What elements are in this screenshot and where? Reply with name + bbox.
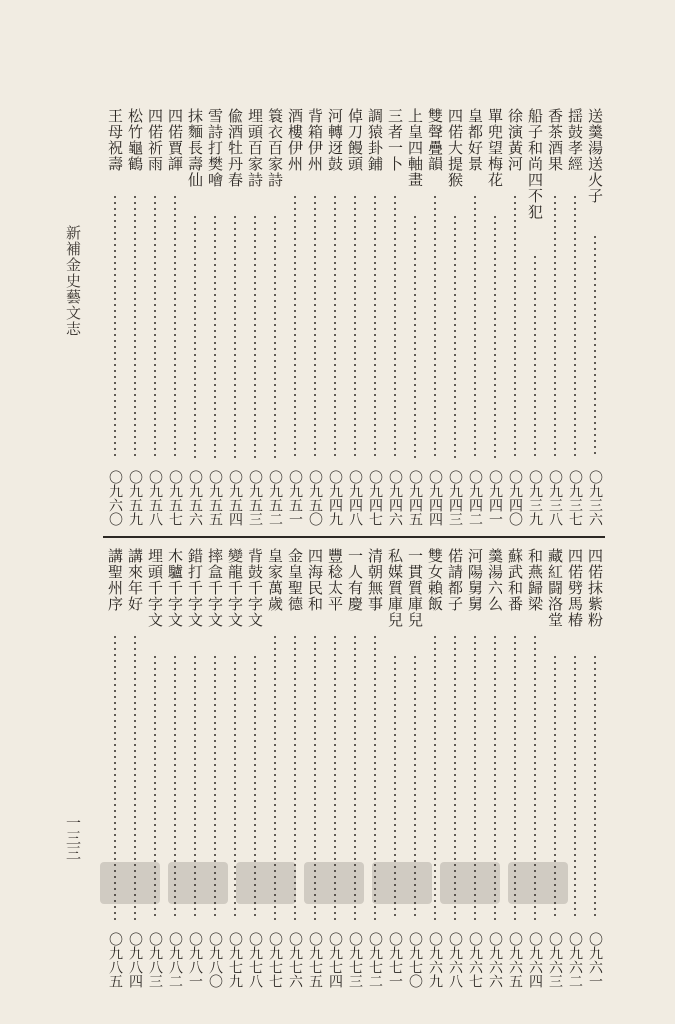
contents-entry xyxy=(245,108,265,526)
entry-page-number: 〇九四三 xyxy=(447,470,463,526)
entry-title: 清朝無事 xyxy=(366,548,384,612)
contents-entry xyxy=(245,548,265,988)
contents-entry xyxy=(265,548,285,988)
entry-page-number: 〇九八〇 xyxy=(207,932,223,988)
entry-page-number: 〇九四五 xyxy=(407,470,423,526)
dot-leader xyxy=(174,194,176,458)
contents-entry xyxy=(585,108,605,526)
entry-title: 埋頭百家詩 xyxy=(246,108,264,188)
entry-title: 一人有慶 xyxy=(346,548,364,612)
contents-entry xyxy=(545,108,565,526)
contents-entry xyxy=(465,108,485,526)
dot-leader xyxy=(374,194,376,458)
entry-page-number: 〇九三九 xyxy=(527,470,543,526)
contents-entry xyxy=(565,108,585,526)
entry-title: 蘇武和番 xyxy=(506,548,524,612)
entry-page-number: 〇九五六 xyxy=(187,470,203,526)
contents-entry xyxy=(525,108,545,526)
contents-entry xyxy=(145,108,165,526)
entry-page-number: 〇九八五 xyxy=(107,932,123,988)
entry-page-number: 〇九六六 xyxy=(487,932,503,988)
entry-page-number: 〇九三七 xyxy=(567,470,583,526)
entry-title: 私媒質庫兒 xyxy=(386,548,404,628)
entry-title: 雙聲疊韻 xyxy=(426,108,444,172)
contents-entry xyxy=(325,548,345,988)
contents-entry xyxy=(485,108,505,526)
contents-entry xyxy=(205,108,225,526)
contents-entry xyxy=(225,108,245,526)
contents-entry xyxy=(305,108,325,526)
entry-page-number: 〇九五三 xyxy=(247,470,263,526)
dot-leader xyxy=(114,194,116,458)
dot-leader xyxy=(314,194,316,458)
dot-leader xyxy=(454,214,456,458)
entry-page-number: 〇九四四 xyxy=(427,470,443,526)
entry-title: 羹湯六么 xyxy=(486,548,504,612)
contents-entry xyxy=(345,108,365,526)
contents-entry xyxy=(125,108,145,526)
entry-title: 變龍千字文 xyxy=(226,548,244,628)
dot-leader xyxy=(594,234,596,458)
contents-entry xyxy=(305,548,325,988)
entry-title: 四偌祈雨 xyxy=(146,108,164,172)
entry-title: 錯打千字文 xyxy=(186,548,204,628)
entry-title: 藏紅闘洛堂 xyxy=(546,548,564,628)
entry-page-number: 〇九五〇 xyxy=(307,470,323,526)
lower-contents-section xyxy=(105,548,605,988)
contents-entry xyxy=(505,548,525,988)
page-number: 一三三 xyxy=(64,815,82,860)
entry-title: 三者一卜 xyxy=(386,108,404,172)
entry-page-number: 〇九五二 xyxy=(267,470,283,526)
dot-leader xyxy=(194,214,196,458)
entry-title: 雪詩打樊噲 xyxy=(206,108,224,188)
dot-leader xyxy=(214,214,216,458)
contents-entry xyxy=(405,548,425,988)
contents-entry xyxy=(325,108,345,526)
entry-page-number: 〇九六三 xyxy=(547,932,563,988)
contents-entry xyxy=(445,548,465,988)
contents-entry xyxy=(485,548,505,988)
contents-entry xyxy=(125,548,145,988)
entry-page-number: 〇九八三 xyxy=(147,932,163,988)
entry-page-number: 〇九四八 xyxy=(347,470,363,526)
entry-page-number: 〇九五五 xyxy=(207,470,223,526)
contents-entry xyxy=(145,548,165,988)
entry-title: 倬刀饅頭 xyxy=(346,108,364,172)
entry-title: 徐演黃河 xyxy=(506,108,524,172)
entry-page-number: 〇九七四 xyxy=(327,932,343,988)
entry-page-number: 〇九七三 xyxy=(347,932,363,988)
entry-page-number: 〇九三六 xyxy=(587,470,603,526)
contents-entry xyxy=(425,548,445,988)
entry-title: 皇家萬歲 xyxy=(266,548,284,612)
entry-page-number: 〇九七九 xyxy=(227,932,243,988)
contents-entry xyxy=(505,108,525,526)
dot-leader xyxy=(294,194,296,458)
dot-leader xyxy=(254,214,256,458)
entry-page-number: 〇九七五 xyxy=(307,932,323,988)
dot-leader xyxy=(234,214,236,458)
upper-contents-section xyxy=(105,108,605,526)
entry-title: 送羹湯送火子 xyxy=(586,108,604,204)
contents-entry xyxy=(165,548,185,988)
entry-page-number: 〇九四〇 xyxy=(507,470,523,526)
contents-entry xyxy=(385,548,405,988)
entry-title: 調猿卦鋪 xyxy=(366,108,384,172)
entry-page-number: 〇九六四 xyxy=(527,932,543,988)
entry-page-number: 〇九六五 xyxy=(507,932,523,988)
entry-title: 一貫質庫兒 xyxy=(406,548,424,628)
entry-page-number: 〇九三八 xyxy=(547,470,563,526)
entry-page-number: 〇九七一 xyxy=(387,932,403,988)
contents-entry xyxy=(385,108,405,526)
entry-title: 背箱伊州 xyxy=(306,108,324,172)
dot-leader xyxy=(494,214,496,458)
contents-entry xyxy=(105,108,125,526)
entry-page-number: 〇九六八 xyxy=(447,932,463,988)
contents-entry xyxy=(285,548,305,988)
entry-page-number: 〇九七二 xyxy=(367,932,383,988)
dot-leader xyxy=(274,214,276,458)
entry-title: 四偌劈馬椿 xyxy=(566,548,584,628)
entry-title: 河陽舅舅 xyxy=(466,548,484,612)
contents-entry xyxy=(285,108,305,526)
entry-title: 埋頭千字文 xyxy=(146,548,164,628)
dot-leader xyxy=(414,214,416,458)
dot-leader xyxy=(434,194,436,458)
entry-title: 揺鼓孝經 xyxy=(566,108,584,172)
entry-title: 偸酒牡丹春 xyxy=(226,108,244,188)
dot-leader xyxy=(154,194,156,458)
entry-title: 船子和尚四不犯 xyxy=(526,108,544,220)
entry-title: 木驢千字文 xyxy=(166,548,184,628)
contents-entry xyxy=(425,108,445,526)
entry-page-number: 〇九四九 xyxy=(327,470,343,526)
section-divider xyxy=(103,536,605,538)
entry-title: 單兜望梅花 xyxy=(486,108,504,188)
entry-title: 講來年好 xyxy=(126,548,144,612)
entry-page-number: 〇九五九 xyxy=(127,470,143,526)
entry-page-number: 〇九五八 xyxy=(147,470,163,526)
entry-title: 偌請都子 xyxy=(446,548,464,612)
contents-entry xyxy=(225,548,245,988)
contents-entry xyxy=(405,108,425,526)
contents-entry xyxy=(205,548,225,988)
entry-page-number: 〇九六九 xyxy=(427,932,443,988)
entry-page-number: 〇九五一 xyxy=(287,470,303,526)
faint-watermark-stamp xyxy=(100,862,605,904)
contents-entry xyxy=(185,108,205,526)
contents-entry xyxy=(345,548,365,988)
contents-entry xyxy=(585,548,605,988)
entry-title: 摔盒千字文 xyxy=(206,548,224,628)
entry-page-number: 〇九六一 xyxy=(587,932,603,988)
entry-page-number: 〇九八二 xyxy=(167,932,183,988)
entry-page-number: 〇九五四 xyxy=(227,470,243,526)
entry-title: 酒樓伊州 xyxy=(286,108,304,172)
lower-entry-list xyxy=(105,548,605,988)
entry-title: 和燕歸梁 xyxy=(526,548,544,612)
entry-page-number: 〇九七六 xyxy=(287,932,303,988)
entry-page-number: 〇九四七 xyxy=(367,470,383,526)
entry-title: 松竹龜鶴 xyxy=(126,108,144,172)
entry-page-number: 〇九八一 xyxy=(187,932,203,988)
entry-title: 四海民和 xyxy=(306,548,324,612)
entry-page-number: 〇九六七 xyxy=(467,932,483,988)
entry-title: 金皇聖德 xyxy=(286,548,304,612)
entry-title: 簑衣百家詩 xyxy=(266,108,284,188)
entry-page-number: 〇九五七 xyxy=(167,470,183,526)
entry-page-number: 〇九四二 xyxy=(467,470,483,526)
entry-title: 四偌賈諢 xyxy=(166,108,184,172)
entry-title: 四偌抹紫粉 xyxy=(586,548,604,628)
entry-title: 講聖州序 xyxy=(106,548,124,612)
entry-page-number: 〇九七〇 xyxy=(407,932,423,988)
entry-page-number: 〇九六二 xyxy=(567,932,583,988)
entry-title: 王母祝壽 xyxy=(106,108,124,172)
contents-entry xyxy=(445,108,465,526)
contents-entry xyxy=(105,548,125,988)
dot-leader xyxy=(474,194,476,458)
running-title: 新補金史藝文志 xyxy=(64,225,82,337)
entry-title: 抹麵長壽仙 xyxy=(186,108,204,188)
entry-page-number: 〇九七八 xyxy=(247,932,263,988)
entry-page-number: 〇九七七 xyxy=(267,932,283,988)
upper-entry-list xyxy=(105,108,605,526)
contents-entry xyxy=(565,548,585,988)
entry-title: 四偌大提猴 xyxy=(446,108,464,188)
entry-title: 豐稔太平 xyxy=(326,548,344,612)
dot-leader xyxy=(514,194,516,458)
entry-page-number: 〇九四一 xyxy=(487,470,503,526)
contents-entry xyxy=(185,548,205,988)
entry-title: 雙女賴飯 xyxy=(426,548,444,612)
dot-leader xyxy=(554,194,556,458)
contents-entry xyxy=(525,548,545,988)
dot-leader xyxy=(334,194,336,458)
entry-page-number: 〇九四六 xyxy=(387,470,403,526)
dot-leader xyxy=(534,254,536,458)
contents-entry xyxy=(365,548,385,988)
entry-title: 背鼓千字文 xyxy=(246,548,264,628)
dot-leader xyxy=(574,194,576,458)
entry-title: 皇都好景 xyxy=(466,108,484,172)
dot-leader xyxy=(354,194,356,458)
dot-leader xyxy=(134,194,136,458)
entry-title: 河轉迓鼓 xyxy=(326,108,344,172)
entry-title: 香茶酒果 xyxy=(546,108,564,172)
contents-entry xyxy=(365,108,385,526)
contents-entry xyxy=(545,548,565,988)
contents-entry xyxy=(465,548,485,988)
entry-page-number: 〇九八四 xyxy=(127,932,143,988)
contents-entry xyxy=(165,108,185,526)
entry-page-number: 〇九六〇 xyxy=(107,470,123,526)
entry-title: 上皇四軸畫 xyxy=(406,108,424,188)
contents-entry xyxy=(265,108,285,526)
dot-leader xyxy=(394,194,396,458)
